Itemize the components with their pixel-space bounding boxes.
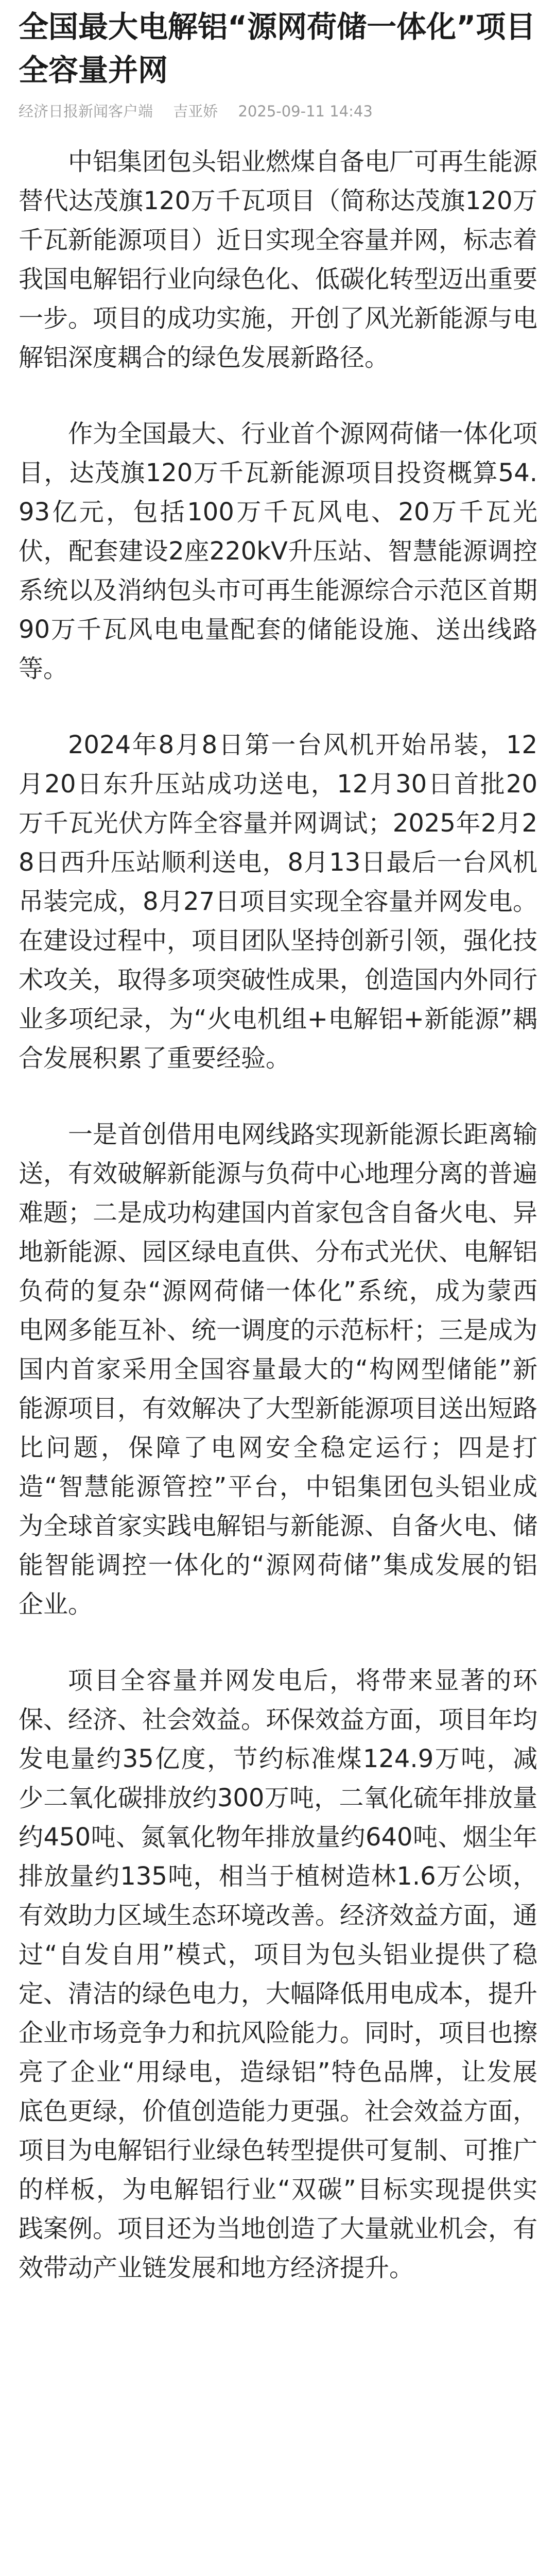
article-date: 2025-09-11 14:43 [238,103,373,120]
article-title: 全国最大电解铝“源网荷储一体化”项目全容量并网 [19,9,536,88]
article-paragraph: 中铝集团包头铝业燃煤自备电厂可再生能源替代达茂旗120万千瓦项目（简称达茂旗120万千瓦新能源项目）近日实现全容量并网，标志着我国电解铝行业向绿色化、低碳化转型迈出重要一步。项目的成功实施，开创了风光新能源与电解铝深度耦合的绿色发展新路径。 [19,147,538,372]
article-source[interactable]: 经济日报新闻客户端 [19,103,153,120]
article-paragraph: 一是首创借用电网线路实现新能源长距离输送，有效破解新能源与负荷中心地理分离的普遍难题；二是成功构建国内首家包含自备火电、异地新能源、园区绿电直供、分布式光伏、电解铝负荷的复杂“源网荷储一体化”系统，成为蒙西电网多能互补、统一调度的示范标杆；三是成为国内首家采用全国容量最大的“构网型储能”新能源项目，有效解决了大型新能源项目送出短路比问题，保障了电网安全稳定运行；四是打造“智慧能源管控”平台，中铝集团包头铝业成为全球首家实践电解铝与新能源、自备火电、储能智能调控一体化的“源网荷储”集成发展的铝企业。 [19,1120,538,1619]
article-paragraph: 项目全容量并网发电后，将带来显著的环保、经济、社会效益。环保效益方面，项目年均发电量约35亿度，节约标准煤124.9万吨，减少二氧化碳排放约300万吨，二氧化硫年排放量约450吨、氮氧化物年排放量约640吨、烟尘年排放量约135吨，相当于植树造林1.6万公顷，有效助力区域生态环境改善。经济效益方面，通过“自发自用”模式，项目为包头铝业提供了稳定、清洁的绿色电力，大幅降低用电成本，提升企业市场竞争力和抗风险能力。同时，项目也擦亮了企业“用绿电，造绿铝”特色品牌，让发展底色更绿，价值创造能力更强。社会效益方面，项目为电解铝行业绿色转型提供可复制、可推广的样板，为电解铝行业“双碳”目标实现提供实践案例。项目还为当地创造了大量就业机会，有效带动产业链发展和地方经济提升。 [19,1666,538,2282]
article-meta [19,101,388,122]
article-paragraph: 作为全国最大、行业首个源网荷储一体化项目，达茂旗120万千瓦新能源项目投资概算54.93亿元，包括100万千瓦风电、20万千瓦光伏，配套建设2座220kV升压站、智慧能源调控系统以及消纳包头市可再生能源综合示范区首期90万千瓦风电电量配套的储能设施、送出线路等。 [19,419,538,683]
article-author: 吉亚娇 [173,103,218,120]
article-body [19,142,537,2325]
article-paragraph: 2024年8月8日第一台风机开始吊装，12月20日东升压站成功送电，12月30日首批20万千瓦光伏方阵全容量并网调试；2025年2月28日西升压站顺利送电，8月13日最后一台风机吊装完成，8月27日项目实现全容量并网发电。在建设过程中，项目团队坚持创新引领，强化技术攻关，取得多项突破性成果，创造国内外同行业多项纪录，为“火电机组+电解铝+新能源”耦合发展积累了重要经验。 [19,731,538,1073]
